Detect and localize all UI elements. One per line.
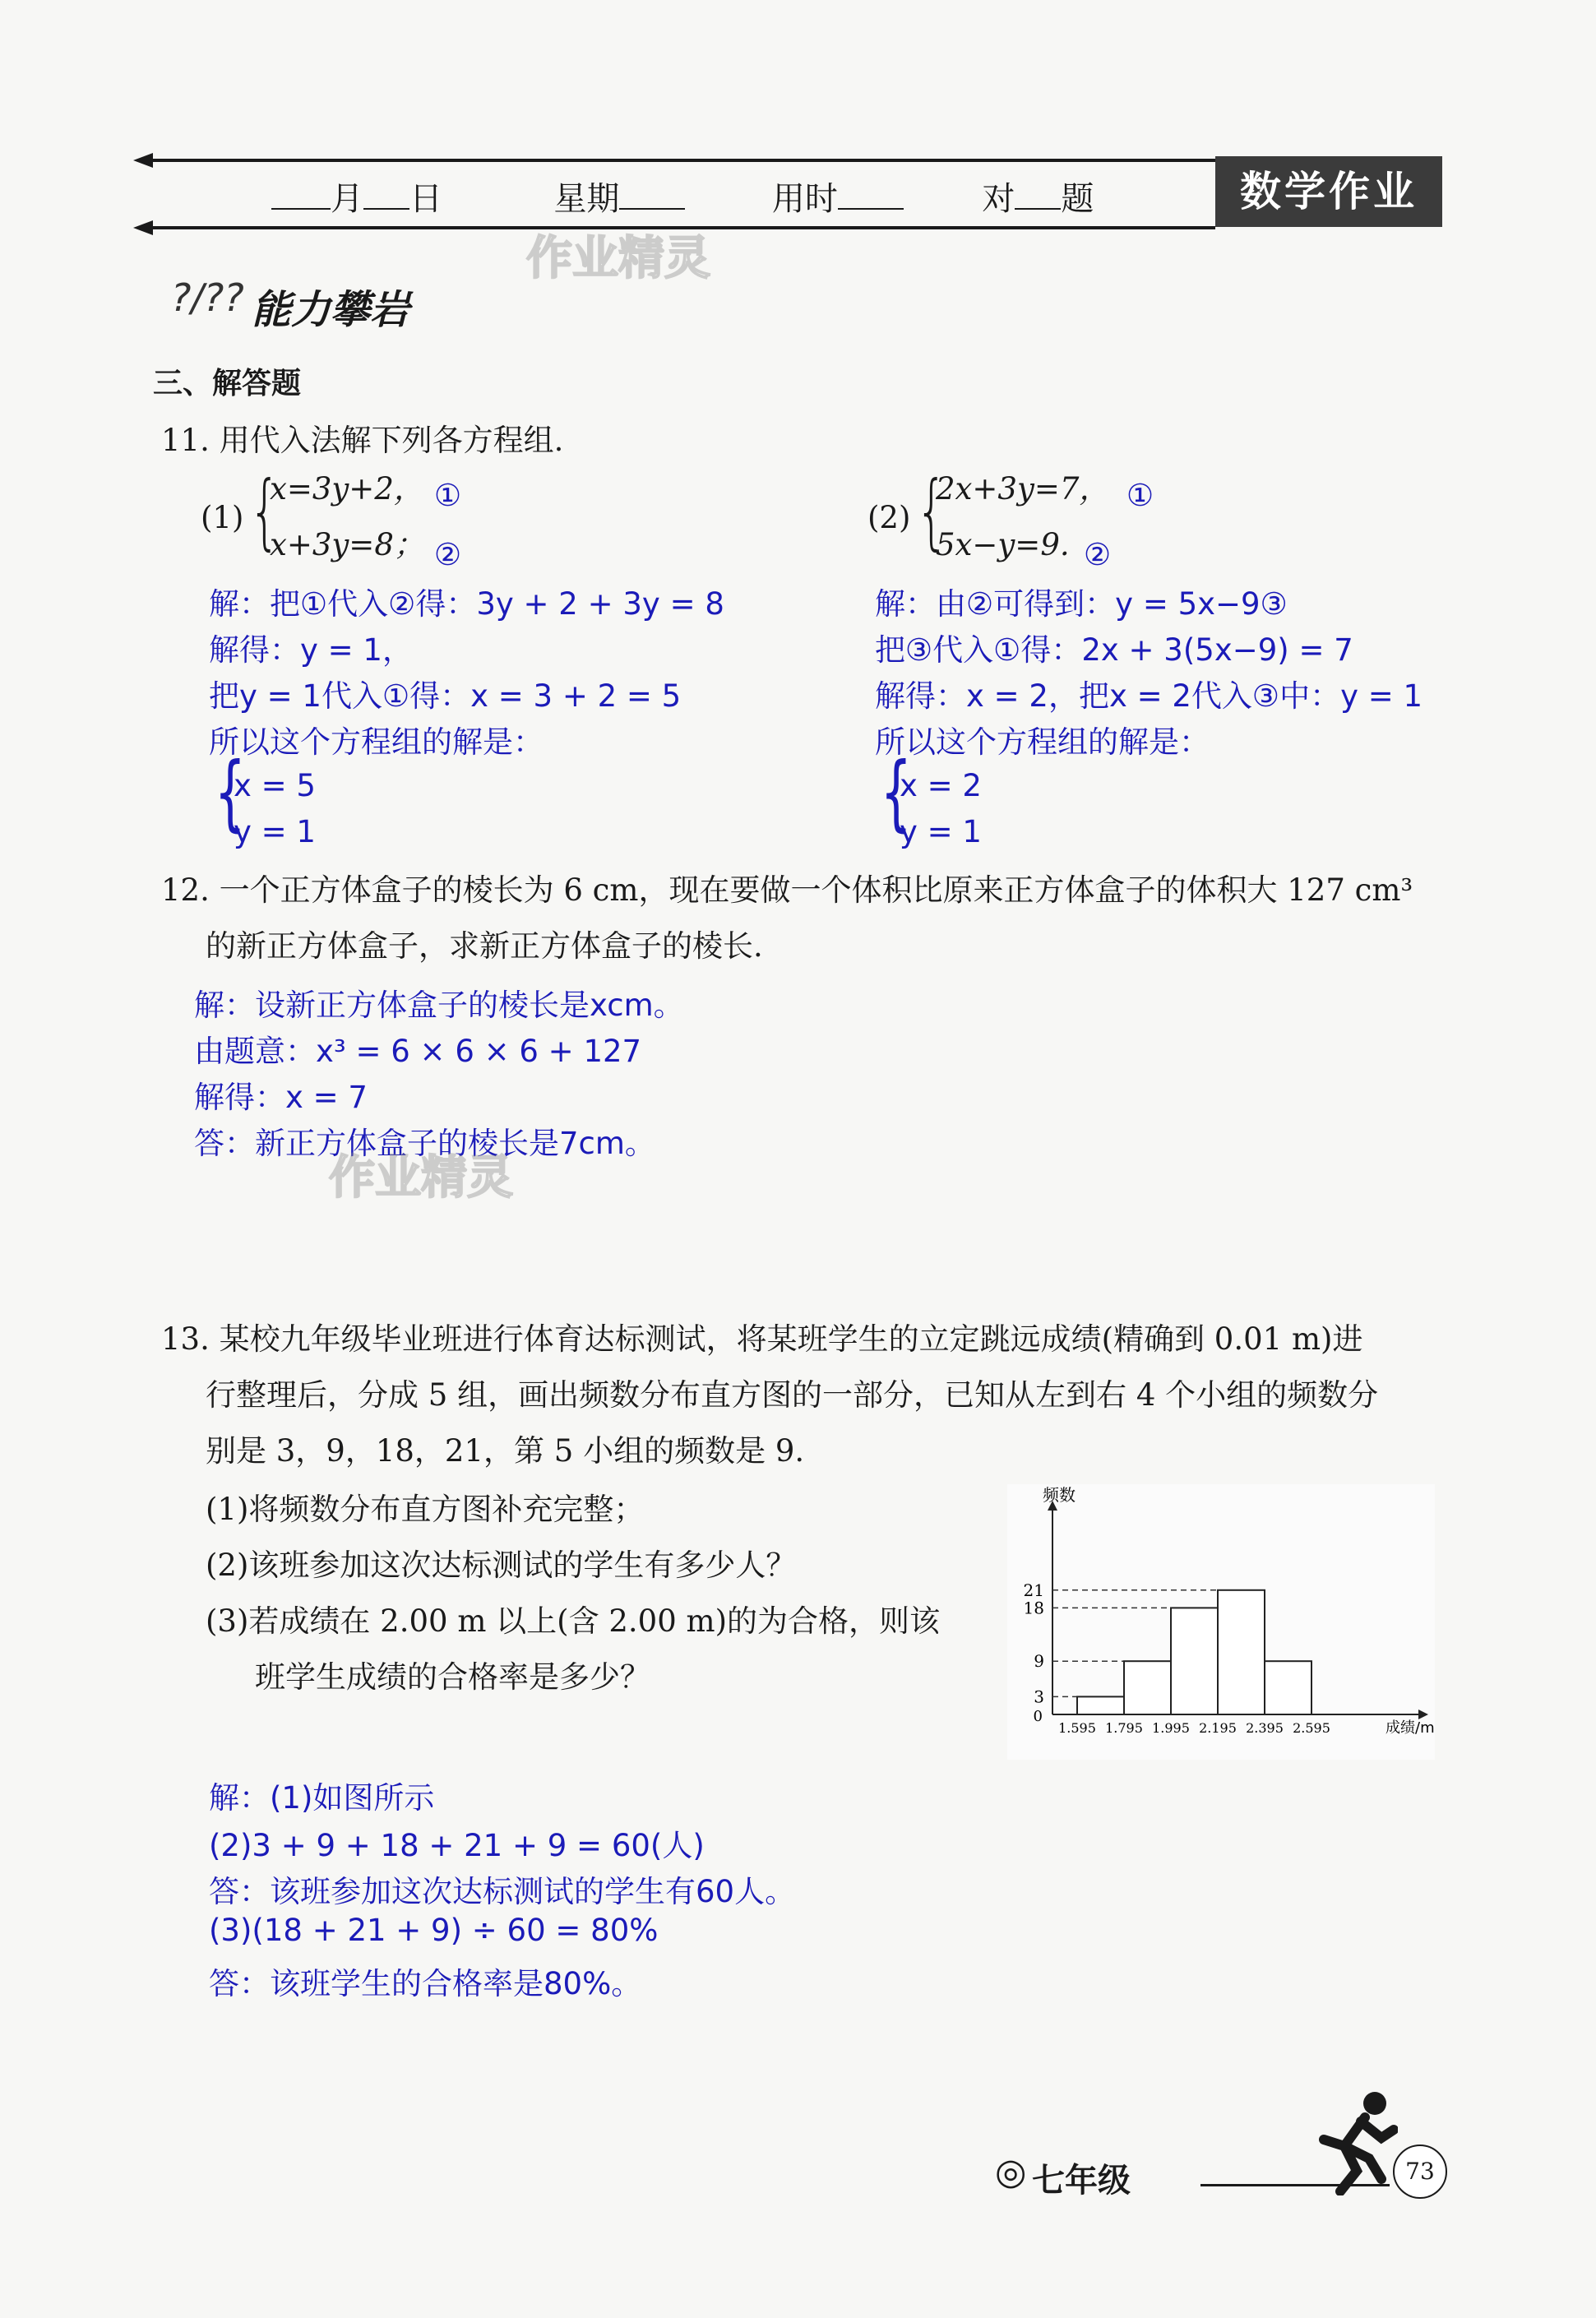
histogram-bar xyxy=(1124,1661,1171,1714)
month-label: 月 xyxy=(331,180,363,218)
header-rule-top xyxy=(146,159,1215,162)
part-title: 三、解答题 xyxy=(153,367,302,400)
section-title: 能力攀岩 xyxy=(252,287,410,333)
header-arrow-left-top xyxy=(133,153,153,168)
day-blank[interactable] xyxy=(363,183,409,210)
day-label: 日 xyxy=(409,180,442,218)
q11-p2-eq1: 2x+3y=7， xyxy=(936,471,1110,507)
q11-p2-mark1: ① xyxy=(1126,478,1154,513)
q11-a2-line: 解：由②可得到：y = 5x−9③ xyxy=(875,586,1288,622)
spiral-icon: ◎ xyxy=(995,2151,1027,2193)
q11-a1-sol-x: x = 5 xyxy=(234,768,316,803)
q13-stem-line: 行整理后，分成 5 组，画出频数分布直方图的一部分，已知从左到右 4 个小组的频数分 xyxy=(206,1377,1379,1413)
q11-p1-label: (1) xyxy=(201,500,244,535)
q11-a2-sol-y: y = 1 xyxy=(900,814,982,849)
watermark: 作业精灵 xyxy=(329,1151,513,1205)
correct-blank[interactable] xyxy=(1015,183,1061,210)
x-tick-label: 2.595 xyxy=(1293,1720,1330,1736)
q11-a1-line: 解得：y = 1， xyxy=(209,632,413,668)
subject-badge: 数学作业 xyxy=(1215,156,1442,227)
q12-answer-line: 解得：x = 7 xyxy=(194,1080,368,1115)
q11-a2-line: 把③代入①得：2x + 3(5x−9) = 7 xyxy=(875,632,1353,668)
x-tick-label: 1.795 xyxy=(1105,1720,1143,1736)
q13-answer-line: (2)3 + 9 + 18 + 21 + 9 = 60(人) xyxy=(209,1828,705,1863)
histogram-bar xyxy=(1265,1661,1311,1714)
q11-a1-line: 解：把①代入②得：3y + 2 + 3y = 8 xyxy=(209,586,724,622)
weekday-blank[interactable] xyxy=(619,183,685,210)
runner-icon xyxy=(1299,2089,1398,2195)
y-tick-label: 3 xyxy=(1034,1686,1044,1707)
q13-part-line: (3)若成绩在 2.00 m 以上(含 2.00 m)的为合格，则该 xyxy=(206,1603,941,1639)
frequency-histogram xyxy=(1007,1484,1435,1760)
correct-label: 对 xyxy=(982,180,1015,218)
q11-p2-eq2: 5x−y=9. xyxy=(936,527,1070,562)
q11-a1-brace: { xyxy=(214,744,246,840)
time-used-label: 用时 xyxy=(771,180,838,218)
q11-a1-sol-y: y = 1 xyxy=(234,814,316,849)
y-tick-label: 9 xyxy=(1034,1651,1044,1672)
questions-label: 题 xyxy=(1061,180,1094,218)
q11-a1-line: 把y = 1代入①得：x = 3 + 2 = 5 xyxy=(209,678,682,714)
histogram-bar xyxy=(1218,1590,1265,1714)
q11-p1-eq2: x+3y=8； xyxy=(270,527,424,562)
y-axis-label: 频数 xyxy=(1043,1485,1076,1505)
q12-answer-line: 答：新正方体盒子的棱长是7cm。 xyxy=(194,1126,655,1161)
q13-part-line: (2)该班参加这次达标测试的学生有多少人？ xyxy=(206,1548,797,1583)
q13-stem-line: 13. 某校九年级毕业班进行体育达标测试，将某班学生的立定跳远成绩(精确到 0.01 m)进 xyxy=(161,1321,1363,1357)
q12-stem-line1: 12. 一个正方体盒子的棱长为 6 cm，现在要做一个体积比原来正方体盒子的体积大 127 cm³ xyxy=(161,872,1413,908)
q11-a2-line: 解得：x = 2，把x = 2代入③中：y = 1 xyxy=(875,678,1423,714)
q13-answer-line: 解：(1)如图所示 xyxy=(209,1780,435,1816)
q11-a2-brace: { xyxy=(880,744,912,840)
q11-p1-mark2: ② xyxy=(434,537,462,572)
q11-p2-brace: { xyxy=(915,463,947,559)
watermark: 作业精灵 xyxy=(526,232,710,285)
climbing-question-icon: ?/?? xyxy=(171,275,244,320)
q11-p1-mark1: ① xyxy=(434,478,462,513)
q11-a1-line: 所以这个方程组的解是： xyxy=(209,724,544,760)
x-tick-label: 1.995 xyxy=(1152,1720,1190,1736)
y-tick-label: 18 xyxy=(1023,1598,1044,1618)
time-used-blank[interactable] xyxy=(838,183,904,210)
x-tick-label: 1.595 xyxy=(1058,1720,1096,1736)
q11-p1-eq1: x=3y+2， xyxy=(270,471,424,507)
q13-answer-line: 答：该班参加这次达标测试的学生有60人。 xyxy=(209,1874,796,1909)
q13-answer-line: (3)(18 + 21 + 9) ÷ 60 = 80% xyxy=(209,1913,659,1948)
histogram-bar xyxy=(1171,1608,1218,1714)
q13-part-line: 班学生成绩的合格率是多少？ xyxy=(255,1659,650,1695)
q12-answer-line: 解：设新正方体盒子的棱长是xcm。 xyxy=(194,988,684,1023)
weekday-label: 星期 xyxy=(553,180,620,218)
q12-stem-line2: 的新正方体盒子，求新正方体盒子的棱长. xyxy=(206,928,763,964)
x-tick-label: 2.395 xyxy=(1246,1720,1284,1736)
x-tick-label: 2.195 xyxy=(1199,1720,1237,1736)
q13-part-line: (1)将频数分布直方图补充完整； xyxy=(206,1492,645,1527)
page-number: 73 xyxy=(1393,2144,1447,2199)
q11-p1-brace: { xyxy=(248,463,280,559)
y-tick-label: 21 xyxy=(1023,1580,1044,1600)
q11-p2-label: (2) xyxy=(867,500,911,535)
histogram-bar xyxy=(1077,1696,1124,1714)
month-blank[interactable] xyxy=(271,183,331,210)
q13-stem-line: 别是 3，9，18，21，第 5 小组的频数是 9. xyxy=(206,1433,805,1469)
q11-stem: 11. 用代入法解下列各方程组. xyxy=(161,423,564,458)
header-arrow-left-bottom xyxy=(133,220,153,235)
q11-a2-line: 所以这个方程组的解是： xyxy=(875,724,1210,760)
q12-answer-line: 由题意：x³ = 6 × 6 × 6 + 127 xyxy=(194,1034,642,1069)
x-axis-label: 成绩/m xyxy=(1386,1719,1435,1737)
grade-label: 七年级 xyxy=(1032,2162,1131,2200)
q11-a2-sol-x: x = 2 xyxy=(900,768,982,803)
header-fields xyxy=(271,173,1094,220)
q11-p2-mark2: ② xyxy=(1084,537,1112,572)
q13-answer-line: 答：该班学生的合格率是80%。 xyxy=(209,1966,642,2001)
origin-label: 0 xyxy=(1033,1708,1043,1725)
